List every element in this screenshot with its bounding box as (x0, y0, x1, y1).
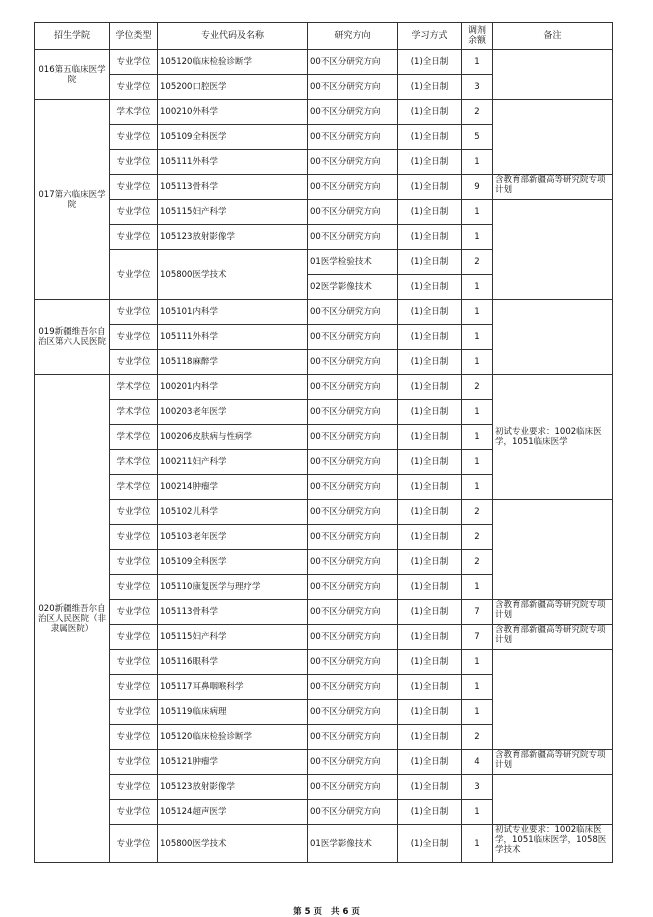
major-cell: 105113骨科学 (158, 600, 308, 625)
degree-type-cell: 专业学位 (110, 625, 158, 650)
degree-type-cell: 专业学位 (110, 525, 158, 550)
major-cell: 105120临床检验诊断学 (158, 725, 308, 750)
degree-type-cell: 专业学位 (110, 775, 158, 800)
major-cell: 100211妇产科学 (158, 450, 308, 475)
major-cell: 105113骨科学 (158, 175, 308, 200)
study-mode-cell: (1)全日制 (398, 475, 462, 500)
notes-cell (493, 500, 613, 600)
quota-cell: 1 (462, 200, 493, 225)
direction-cell: 01医学检验技术 (308, 250, 398, 275)
major-cell: 105102儿科学 (158, 500, 308, 525)
quota-cell: 7 (462, 600, 493, 625)
study-mode-cell: (1)全日制 (398, 625, 462, 650)
direction-cell: 00不区分研究方向 (308, 800, 398, 825)
study-mode-cell: (1)全日制 (398, 425, 462, 450)
major-cell: 100203老年医学 (158, 400, 308, 425)
quota-cell: 1 (462, 675, 493, 700)
table-row (35, 50, 613, 75)
study-mode-cell: (1)全日制 (398, 825, 462, 863)
major-cell: 105800医学技术 (158, 825, 308, 863)
study-mode-cell: (1)全日制 (398, 675, 462, 700)
header-notes: 备注 (493, 23, 613, 50)
major-cell: 105118麻醉学 (158, 350, 308, 375)
direction-cell: 00不区分研究方向 (308, 400, 398, 425)
major-cell: 100214肿瘤学 (158, 475, 308, 500)
degree-type-cell: 专业学位 (110, 50, 158, 75)
table-row (35, 825, 613, 863)
direction-cell: 00不区分研究方向 (308, 375, 398, 400)
study-mode-cell: (1)全日制 (398, 125, 462, 150)
quota-cell: 1 (462, 475, 493, 500)
study-mode-cell: (1)全日制 (398, 725, 462, 750)
college-cell: 020新疆维吾尔自治区人民医院（非隶属医院） (35, 375, 110, 863)
quota-cell: 2 (462, 525, 493, 550)
study-mode-cell: (1)全日制 (398, 750, 462, 775)
degree-type-cell: 专业学位 (110, 325, 158, 350)
notes-cell (493, 50, 613, 100)
table-row (35, 625, 613, 650)
major-cell: 100206皮肤病与性病学 (158, 425, 308, 450)
study-mode-cell: (1)全日制 (398, 325, 462, 350)
study-mode-cell: (1)全日制 (398, 500, 462, 525)
degree-type-cell: 专业学位 (110, 150, 158, 175)
study-mode-cell: (1)全日制 (398, 300, 462, 325)
study-mode-cell: (1)全日制 (398, 525, 462, 550)
header-quota: 调剂 余额 (462, 23, 493, 50)
degree-type-cell: 专业学位 (110, 800, 158, 825)
study-mode-cell: (1)全日制 (398, 350, 462, 375)
degree-type-cell: 专业学位 (110, 575, 158, 600)
notes-cell: 含教育部新疆高等研究院专项计划 (493, 600, 613, 625)
major-cell: 105121肿瘤学 (158, 750, 308, 775)
table-row (35, 175, 613, 200)
major-cell: 105115妇产科学 (158, 200, 308, 225)
study-mode-cell: (1)全日制 (398, 700, 462, 725)
quota-cell: 3 (462, 775, 493, 800)
direction-cell: 00不区分研究方向 (308, 475, 398, 500)
table-row (35, 650, 613, 675)
direction-cell: 00不区分研究方向 (308, 425, 398, 450)
degree-type-cell: 专业学位 (110, 675, 158, 700)
quota-cell: 1 (462, 350, 493, 375)
direction-cell: 00不区分研究方向 (308, 725, 398, 750)
quota-cell: 2 (462, 725, 493, 750)
degree-type-cell: 专业学位 (110, 750, 158, 775)
major-cell: 105110康复医学与理疗学 (158, 575, 308, 600)
direction-cell: 00不区分研究方向 (308, 175, 398, 200)
direction-cell: 00不区分研究方向 (308, 150, 398, 175)
study-mode-cell: (1)全日制 (398, 375, 462, 400)
direction-cell: 00不区分研究方向 (308, 125, 398, 150)
direction-cell: 00不区分研究方向 (308, 525, 398, 550)
degree-type-cell: 专业学位 (110, 175, 158, 200)
direction-cell: 00不区分研究方向 (308, 625, 398, 650)
study-mode-cell: (1)全日制 (398, 100, 462, 125)
direction-cell: 00不区分研究方向 (308, 550, 398, 575)
quota-cell: 1 (462, 575, 493, 600)
quota-cell: 9 (462, 175, 493, 200)
table-row (35, 300, 613, 325)
quota-cell: 2 (462, 500, 493, 525)
major-cell: 105115妇产科学 (158, 625, 308, 650)
notes-cell (493, 100, 613, 175)
degree-type-cell: 专业学位 (110, 550, 158, 575)
major-cell: 105116眼科学 (158, 650, 308, 675)
major-cell: 105119临床病理 (158, 700, 308, 725)
study-mode-cell: (1)全日制 (398, 75, 462, 100)
degree-type-cell: 专业学位 (110, 200, 158, 225)
direction-cell: 00不区分研究方向 (308, 300, 398, 325)
study-mode-cell: (1)全日制 (398, 150, 462, 175)
quota-cell: 5 (462, 125, 493, 150)
degree-type-cell: 专业学位 (110, 300, 158, 325)
direction-cell: 00不区分研究方向 (308, 350, 398, 375)
quota-cell: 1 (462, 825, 493, 863)
header-college: 招生学院 (35, 23, 110, 50)
quota-cell: 1 (462, 325, 493, 350)
study-mode-cell: (1)全日制 (398, 575, 462, 600)
study-mode-cell: (1)全日制 (398, 450, 462, 475)
study-mode-cell: (1)全日制 (398, 225, 462, 250)
quota-cell: 1 (462, 275, 493, 300)
direction-cell: 00不区分研究方向 (308, 775, 398, 800)
study-mode-cell: (1)全日制 (398, 50, 462, 75)
quota-cell: 1 (462, 150, 493, 175)
page-number: 第 5 页 (293, 907, 323, 917)
quota-cell: 1 (462, 450, 493, 475)
quota-cell: 2 (462, 550, 493, 575)
quota-cell: 1 (462, 800, 493, 825)
header-study-mode: 学习方式 (398, 23, 462, 50)
direction-cell: 00不区分研究方向 (308, 600, 398, 625)
quota-cell: 3 (462, 75, 493, 100)
direction-cell: 00不区分研究方向 (308, 750, 398, 775)
notes-cell (493, 200, 613, 300)
direction-cell: 00不区分研究方向 (308, 50, 398, 75)
direction-cell: 00不区分研究方向 (308, 200, 398, 225)
header-major: 专业代码及名称 (158, 23, 308, 50)
direction-cell: 00不区分研究方向 (308, 500, 398, 525)
direction-cell: 00不区分研究方向 (308, 575, 398, 600)
direction-cell: 00不区分研究方向 (308, 325, 398, 350)
notes-cell: 含教育部新疆高等研究院专项计划 (493, 750, 613, 775)
degree-type-cell: 专业学位 (110, 700, 158, 725)
degree-type-cell: 学术学位 (110, 400, 158, 425)
quota-cell: 7 (462, 625, 493, 650)
notes-cell (493, 300, 613, 375)
major-cell: 105120临床检验诊断学 (158, 50, 308, 75)
degree-type-cell: 专业学位 (110, 350, 158, 375)
direction-cell: 00不区分研究方向 (308, 675, 398, 700)
quota-cell: 1 (462, 225, 493, 250)
table-row (35, 750, 613, 775)
table-row (35, 600, 613, 625)
degree-type-cell: 学术学位 (110, 425, 158, 450)
quota-cell: 1 (462, 400, 493, 425)
degree-type-cell: 学术学位 (110, 450, 158, 475)
quota-cell: 4 (462, 750, 493, 775)
major-cell: 105111外科学 (158, 150, 308, 175)
study-mode-cell: (1)全日制 (398, 650, 462, 675)
header-row (35, 23, 613, 50)
table-row (35, 500, 613, 525)
degree-type-cell: 学术学位 (110, 100, 158, 125)
notes-cell: 初试专业要求：1002临床医学，1051临床医学 (493, 375, 613, 500)
degree-type-cell: 学术学位 (110, 375, 158, 400)
study-mode-cell: (1)全日制 (398, 600, 462, 625)
quota-cell: 2 (462, 375, 493, 400)
table-row (35, 775, 613, 800)
degree-type-cell: 专业学位 (110, 500, 158, 525)
college-cell: 019新疆维吾尔自治区第六人民医院 (35, 300, 110, 375)
major-cell: 105101内科学 (158, 300, 308, 325)
quota-cell: 1 (462, 650, 493, 675)
college-cell: 017第六临床医学院 (35, 100, 110, 300)
direction-cell: 00不区分研究方向 (308, 100, 398, 125)
degree-type-cell: 专业学位 (110, 250, 158, 300)
page-footer (0, 905, 653, 917)
study-mode-cell: (1)全日制 (398, 550, 462, 575)
study-mode-cell: (1)全日制 (398, 200, 462, 225)
direction-cell: 02医学影像技术 (308, 275, 398, 300)
table-row (35, 200, 613, 225)
table-row (35, 375, 613, 400)
notes-cell: 含教育部新疆高等研究院专项计划 (493, 625, 613, 650)
degree-type-cell: 专业学位 (110, 825, 158, 863)
admissions-table (34, 22, 613, 863)
major-cell: 105117耳鼻咽喉科学 (158, 675, 308, 700)
degree-type-cell: 学术学位 (110, 475, 158, 500)
degree-type-cell: 专业学位 (110, 75, 158, 100)
study-mode-cell: (1)全日制 (398, 250, 462, 275)
major-cell: 105111外科学 (158, 325, 308, 350)
major-cell: 105103老年医学 (158, 525, 308, 550)
quota-cell: 1 (462, 300, 493, 325)
major-cell: 100201内科学 (158, 375, 308, 400)
major-cell: 105124超声医学 (158, 800, 308, 825)
major-cell: 105123放射影像学 (158, 775, 308, 800)
direction-cell: 00不区分研究方向 (308, 700, 398, 725)
major-cell: 100210外科学 (158, 100, 308, 125)
direction-cell: 00不区分研究方向 (308, 75, 398, 100)
major-cell: 105800医学技术 (158, 250, 308, 300)
degree-type-cell: 专业学位 (110, 125, 158, 150)
header-direction: 研究方向 (308, 23, 398, 50)
major-cell: 105109全科医学 (158, 550, 308, 575)
quota-cell: 2 (462, 250, 493, 275)
degree-type-cell: 专业学位 (110, 225, 158, 250)
study-mode-cell: (1)全日制 (398, 800, 462, 825)
notes-cell (493, 775, 613, 825)
college-cell: 016第五临床医学院 (35, 50, 110, 100)
degree-type-cell: 专业学位 (110, 600, 158, 625)
quota-cell: 2 (462, 100, 493, 125)
direction-cell: 00不区分研究方向 (308, 650, 398, 675)
direction-cell: 00不区分研究方向 (308, 225, 398, 250)
study-mode-cell: (1)全日制 (398, 275, 462, 300)
table-row (35, 100, 613, 125)
quota-cell: 1 (462, 425, 493, 450)
major-cell: 105123放射影像学 (158, 225, 308, 250)
header-degree-type: 学位类型 (110, 23, 158, 50)
major-cell: 105109全科医学 (158, 125, 308, 150)
quota-cell: 1 (462, 700, 493, 725)
study-mode-cell: (1)全日制 (398, 175, 462, 200)
quota-cell: 1 (462, 50, 493, 75)
degree-type-cell: 专业学位 (110, 650, 158, 675)
degree-type-cell: 专业学位 (110, 725, 158, 750)
direction-cell: 00不区分研究方向 (308, 450, 398, 475)
major-cell: 105200口腔医学 (158, 75, 308, 100)
direction-cell: 01医学影像技术 (308, 825, 398, 863)
notes-cell (493, 650, 613, 750)
page-total: 共 6 页 (330, 907, 360, 917)
notes-cell: 初试专业要求：1002临床医学，1051临床医学，1058医学技术 (493, 825, 613, 863)
study-mode-cell: (1)全日制 (398, 775, 462, 800)
notes-cell: 含教育部新疆高等研究院专项计划 (493, 175, 613, 200)
study-mode-cell: (1)全日制 (398, 400, 462, 425)
